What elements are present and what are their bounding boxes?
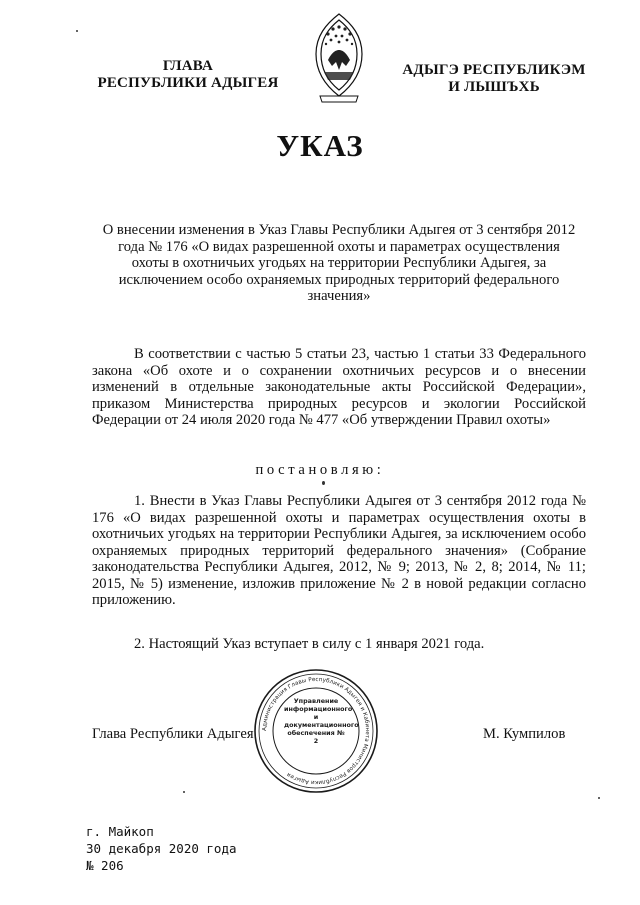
- scan-speck: [183, 791, 185, 793]
- scan-speck: [76, 30, 78, 32]
- scan-speck: [322, 481, 325, 485]
- header-right: [394, 62, 594, 96]
- document-title: УКАЗ: [276, 128, 364, 163]
- signer-name: М. Кумпилов: [483, 726, 566, 742]
- official-stamp: [252, 667, 380, 795]
- document-subject: О внесении изменения в Указ Главы Республики Адыгея от 3 сентября 2012 года № 176 «О видах разрешенной охоты и параметрах осуществления охоты в охотничьих угодьях на территории Республики Адыгея, за исключением особо охраняемых природных территорий федерального значения»: [102, 222, 576, 304]
- decree-item-2-text: 2. Настоящий Указ вступает в силу с 1 января 2021 года.: [134, 636, 485, 652]
- stamp-outer-text: Администрация Главы Республики Адыгея и Кабинета Министров Республики Адыгея: [261, 676, 371, 786]
- header-right-line2: И ЛЫШЪХЬ: [448, 79, 540, 95]
- footer-city: г. Майкоп: [86, 824, 154, 839]
- coat-of-arms-icon: [306, 10, 372, 106]
- decree-item-1: [92, 493, 586, 609]
- scan-speck: [598, 797, 600, 799]
- preamble-text: В соответствии с частью 5 статьи 23, частью 1 статьи 33 Федерального закона «Об охоте и о сохранении охотничьих ресурсов и о внесении изменений в отдельные законодательные акты Российской Федерации», приказом Министерства природных ресурсов и экологии Российской Федерации от 24 июля 2020 года № 477 «Об утверждении Правил охоты»: [92, 346, 586, 428]
- preamble-paragraph: [92, 346, 586, 429]
- footer-date: 30 декабря 2020 года: [86, 841, 237, 856]
- header-right-line1: АДЫГЭ РЕСПУБЛИКЭМ: [402, 62, 586, 78]
- header-left-line1: ГЛАВА: [162, 58, 214, 74]
- signer-title: Глава Республики Адыгея: [92, 726, 254, 742]
- decree-item-1-text: 1. Внести в Указ Главы Республики Адыгея от 3 сентября 2012 года № 176 «О видах разрешенной охоты и параметрах осуществления охоты в охотничьих угодьях на территории Республики Адыгея, за исключением особо охраняемых природных территорий федерального значения» (Собрание законодательства Республики Адыгея, 2012, № 9; 2013, № 2, 8; 2014, № 11; 2015, № 5) изменение, изложив приложение № 2 в новой редакции согласно приложению.: [92, 493, 586, 608]
- header-left-line2: РЕСПУБЛИКИ АДЫГЕЯ: [97, 75, 279, 91]
- stamp-inner-text: Управление информационного и документационного обеспечения № 2: [284, 697, 359, 745]
- decree-word: постановляю:: [255, 462, 385, 478]
- decree-item-2: [92, 636, 586, 653]
- header-left: [90, 58, 286, 92]
- footer-number: № 206: [86, 858, 124, 873]
